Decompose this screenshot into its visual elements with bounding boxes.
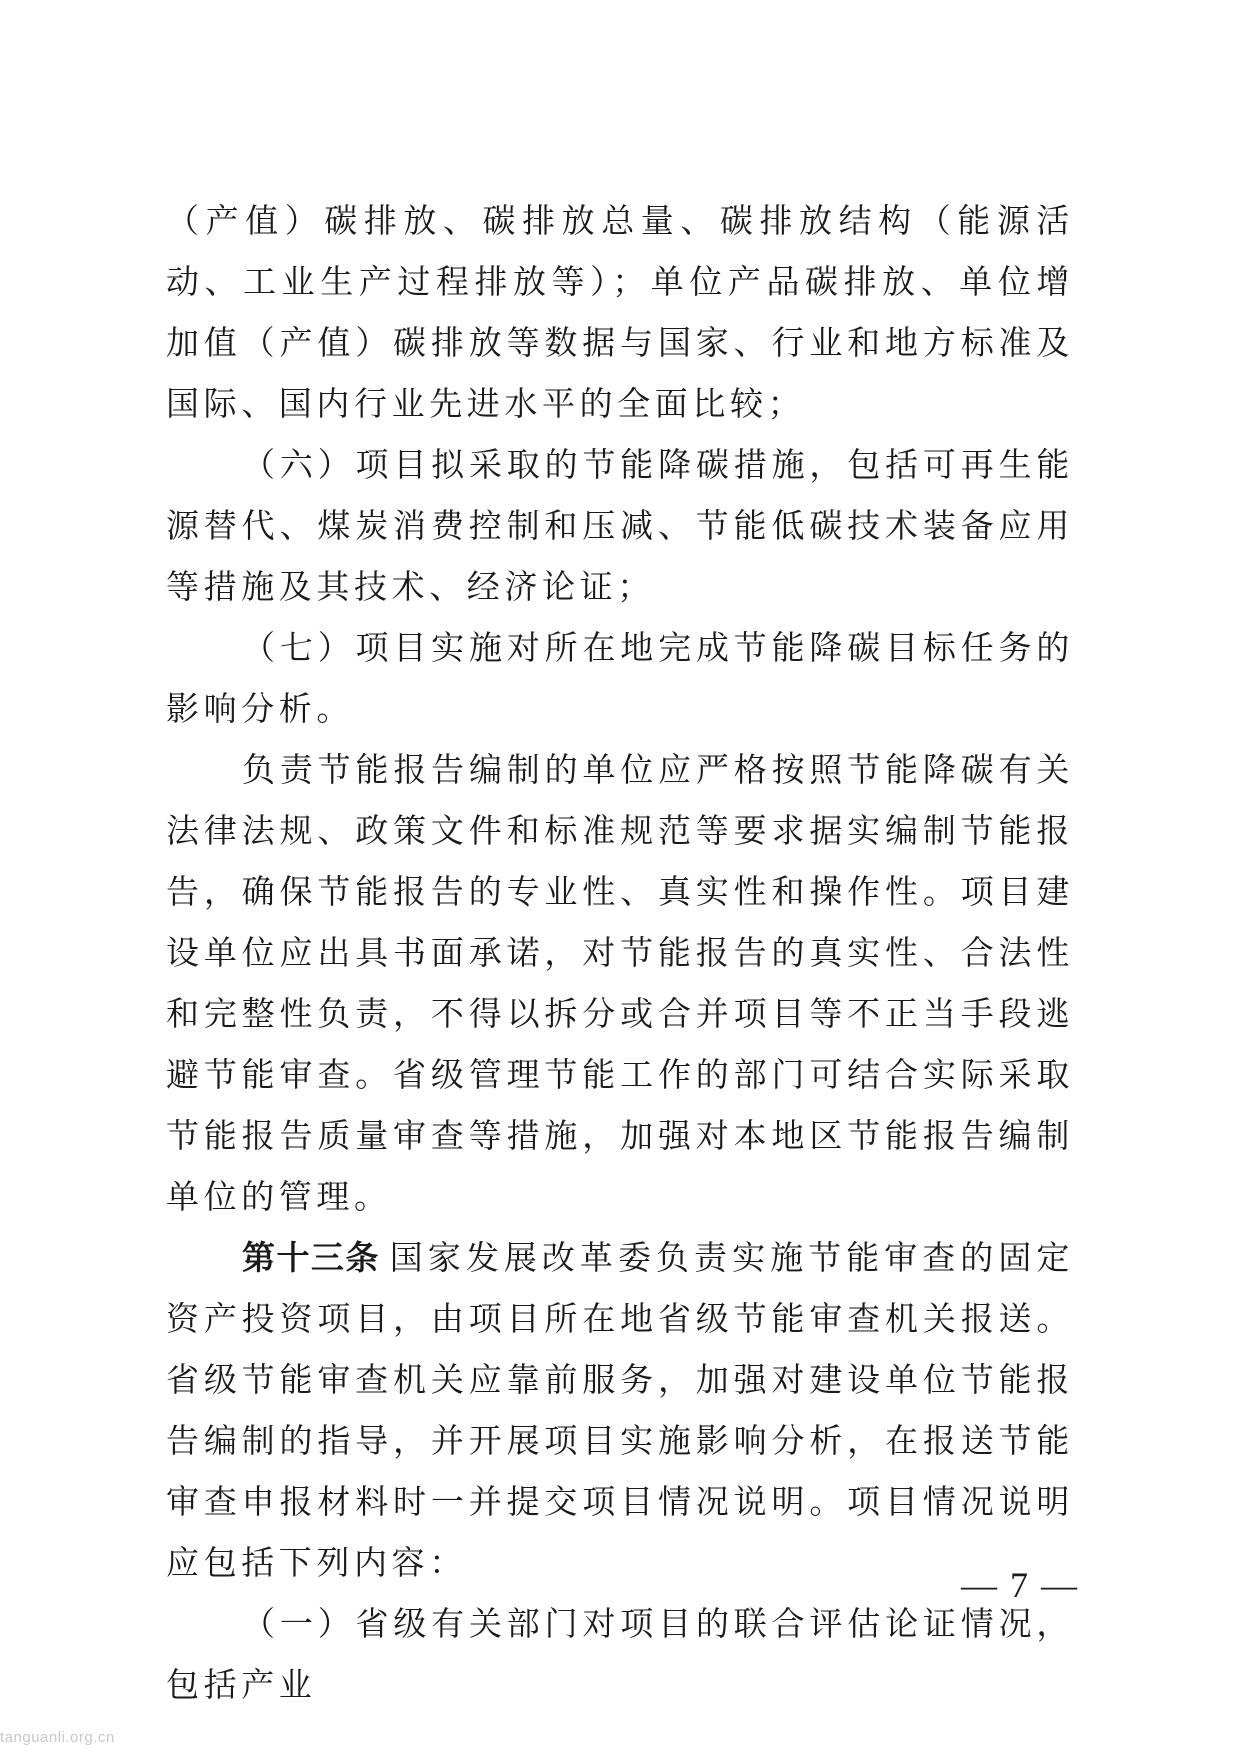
article-13-text: 国家发展改革委负责实施节能审查的固定资产投资项目，由项目所在地省级节能审查机关报送。省级节能审查机关应靠前服务，加强对建设单位节能报告编制的指导，并开展项目实施影响分析，在报送节能审查申报材料时一并提交项目情况说明。项目情况说明应包括下列内容： [166,1238,1074,1582]
site-watermark: tanguanli.org.cn [0,1729,115,1746]
paragraph-item-six: （六）项目拟采取的节能降碳措施，包括可再生能源替代、煤炭消费控制和压减、节能低碳技术装备应用等措施及其技术、经济论证； [166,445,1074,606]
paragraph-item-seven: （七）项目实施对所在地完成节能降碳目标任务的影响分析。 [166,628,1074,728]
paragraph-carbon-comparison: （产值）碳排放、碳排放总量、碳排放结构（能源活动、工业生产过程排放等）；单位产品碳排放、单位增加值（产值）碳排放等数据与国家、行业和地方标准及国际、国内行业先进水平的全面比较； [166,201,1074,423]
page-number: — 7 — [961,1565,1079,1605]
paragraph-report-responsibility: 负责节能报告编制的单位应严格按照节能降碳有关法律法规、政策文件和标准规范等要求据实编制节能报告，确保节能报告的专业性、真实性和操作性。项目建设单位应出具书面承诺，对节能报告的真实性、合法性和完整性负责，不得以拆分或合并项目等不正当手段逃避节能审查。省级管理节能工作的部门可结合实际采取节能报告质量审查等措施，加强对本地区节能报告编制单位的管理。 [166,750,1074,1216]
paragraph-item-one: （一）省级有关部门对项目的联合评估论证情况，包括产业 [166,1604,1074,1704]
paragraph-article-13 [166,1227,1074,1593]
article-13-label: 第十三条 [242,1238,380,1277]
page-body [166,190,1074,1715]
